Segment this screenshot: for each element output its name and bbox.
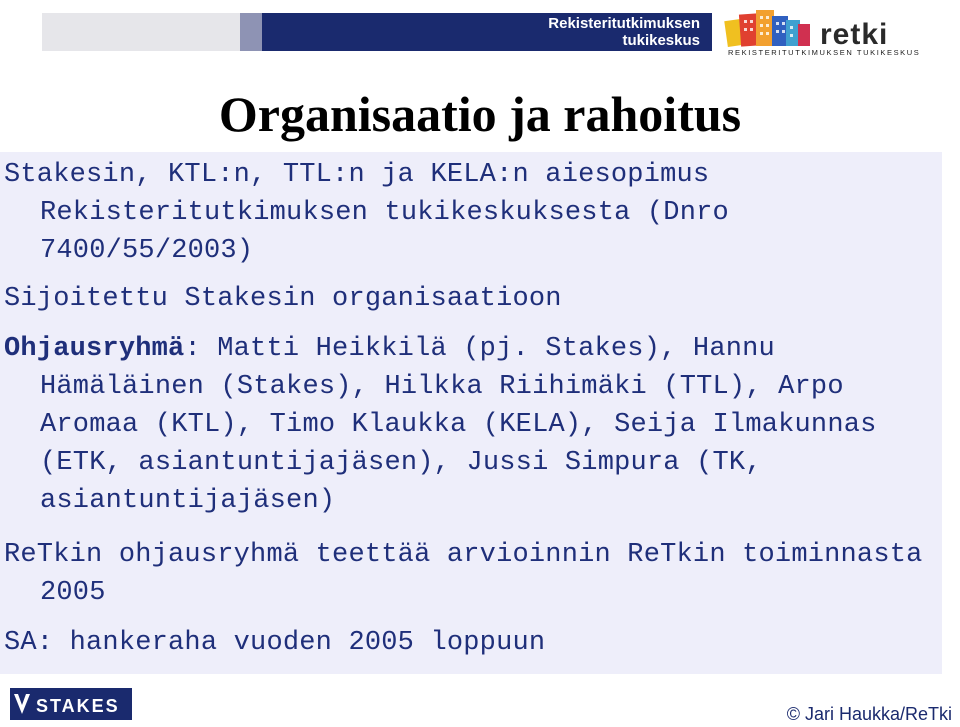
- bullet-aiesopimus: [4, 156, 729, 270]
- bullet-arviointi: [4, 536, 923, 612]
- bullet-line-lead: [4, 330, 877, 368]
- bullet-line: 7400/55/2003): [40, 236, 254, 266]
- building-blocks-icon: [724, 10, 810, 47]
- content-box: [0, 152, 942, 674]
- bullet-line: (ETK, asiantuntijajäsen), Jussi Simpura (TK,: [40, 448, 762, 478]
- bullet-line: ReTkin ohjausryhmä teettää arvioinnin ReTkin toiminnasta: [4, 540, 923, 570]
- ohjausryhma-rest: : Matti Heikkilä (pj. Stakes), Hannu: [184, 334, 775, 364]
- bullet-line: Stakesin, KTL:n, TTL:n ja KELA:n aiesopimus: [4, 160, 710, 190]
- bullet-line: Rekisteritutkimuksen tukikeskuksesta (Dnro: [40, 198, 729, 228]
- bullet-line: Sijoitettu Stakesin organisaatioon: [4, 284, 562, 314]
- bullet-line: 2005: [40, 578, 106, 608]
- stakes-logo-text: STAKES: [36, 696, 120, 716]
- bullet-line: Hämäläinen (Stakes), Hilkka Riihimäki (TTL), Arpo: [40, 372, 844, 402]
- logo-wordmark: retki: [820, 18, 889, 51]
- copyright-notice: © Jari Haukka/ReTki: [786, 704, 952, 724]
- header-title-line-2: tukikeskus: [622, 32, 700, 49]
- stakes-logo: [10, 688, 132, 720]
- bullet-line: asiantuntijajäsen): [40, 486, 336, 516]
- header-title-line-1: Rekisteritutkimuksen: [548, 15, 700, 32]
- header-band-light-segment: [42, 13, 240, 51]
- bullet-hankeraha: [4, 624, 545, 662]
- header-title: [500, 15, 700, 49]
- bullet-line: Aromaa (KTL), Timo Klaukka (KELA), Seija Ilmakunnas: [40, 410, 877, 440]
- bullet-sijoitettu: [4, 280, 562, 318]
- logo-tagline: REKISTERITUTKIMUKSEN TUKIKESKUS: [728, 48, 921, 57]
- header-band: [42, 13, 712, 51]
- ohjausryhma-label: Ohjausryhmä: [4, 334, 185, 364]
- bullet-ohjausryhma: [4, 330, 877, 520]
- bullet-line: SA: hankeraha vuoden 2005 loppuun: [4, 628, 546, 658]
- header-band-mid-segment: [240, 13, 262, 51]
- page-title: Organisaatio ja rahoitus: [218, 86, 742, 142]
